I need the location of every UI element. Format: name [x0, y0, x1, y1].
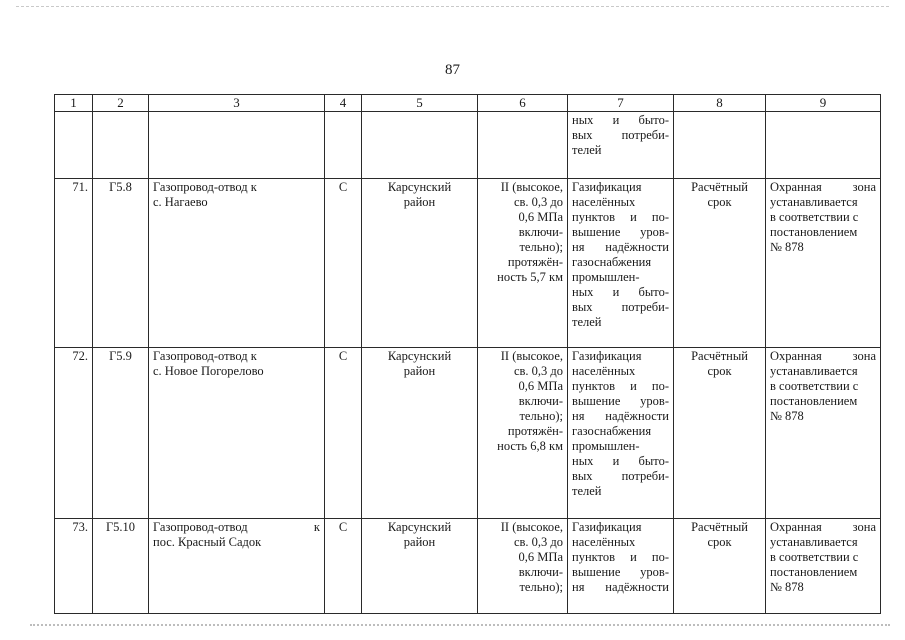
table-row	[55, 348, 881, 519]
term: Расчётный срок	[674, 519, 766, 614]
column-header: 7	[568, 95, 674, 112]
parameters: II (высокое, св. 0,3 до 0,6 МПа включи- тельно);	[478, 519, 568, 614]
purpose: Газификация населённых пунктов и по- вышение уров- ня надёжности газоснабжения промышлен- ных и быто- вых потреби- телей	[568, 179, 674, 348]
district: Карсунский район	[362, 519, 478, 614]
column-header: 4	[325, 95, 362, 112]
object-name: Газопровод-отвод к пос. Красный Садок	[149, 519, 325, 614]
column-header: 3	[149, 95, 325, 112]
scan-edge-bottom	[30, 624, 890, 626]
column-header: 8	[674, 95, 766, 112]
object-name: Газопровод-отвод к с. Нагаево	[149, 179, 325, 348]
page-number: 87	[445, 62, 460, 78]
table-row-continuation	[55, 112, 881, 179]
column-header: 6	[478, 95, 568, 112]
district: Карсунский район	[362, 179, 478, 348]
row-number: 71.	[55, 179, 93, 348]
term: Расчётный срок	[674, 348, 766, 519]
gas-pipeline-table	[54, 94, 881, 614]
table-row	[55, 179, 881, 348]
protection-zone: Охранная зона устанавливается в соответствии с постановлением № 878	[766, 519, 881, 614]
column-header: 2	[93, 95, 149, 112]
object-name: Газопровод-отвод к с. Новое Погорелово	[149, 348, 325, 519]
object-code: Г5.9	[93, 348, 149, 519]
purpose: Газификация населённых пунктов и по- вышение уров- ня надёжности газоснабжения промышлен- ных и быто- вых потреби- телей	[568, 348, 674, 519]
column-header: 9	[766, 95, 881, 112]
column-number-row	[55, 95, 881, 112]
purpose-line: вых потреби-	[572, 128, 669, 142]
scan-edge-top	[16, 6, 889, 7]
protection-zone: Охранная зона устанавливается в соответствии с постановлением № 878	[766, 179, 881, 348]
parameters: II (высокое, св. 0,3 до 0,6 МПа включи- тельно); протяжён- ность 5,7 км	[478, 179, 568, 348]
column-header: 1	[55, 95, 93, 112]
district: Карсунский район	[362, 348, 478, 519]
purpose-line: телей	[572, 143, 602, 157]
parameters: II (высокое, св. 0,3 до 0,6 МПа включи- тельно); протяжён- ность 6,8 км	[478, 348, 568, 519]
column-header: 5	[362, 95, 478, 112]
object-code: Г5.8	[93, 179, 149, 348]
category: С	[325, 179, 362, 348]
category: С	[325, 348, 362, 519]
purpose: Газификация населённых пунктов и по- вышение уров- ня надёжности	[568, 519, 674, 614]
term: Расчётный срок	[674, 179, 766, 348]
category: С	[325, 519, 362, 614]
purpose-cell	[568, 112, 674, 179]
row-number: 73.	[55, 519, 93, 614]
purpose-line: ных и быто-	[572, 113, 669, 127]
object-code: Г5.10	[93, 519, 149, 614]
row-number: 72.	[55, 348, 93, 519]
protection-zone: Охранная зона устанавливается в соответствии с постановлением № 878	[766, 348, 881, 519]
table-row	[55, 519, 881, 614]
